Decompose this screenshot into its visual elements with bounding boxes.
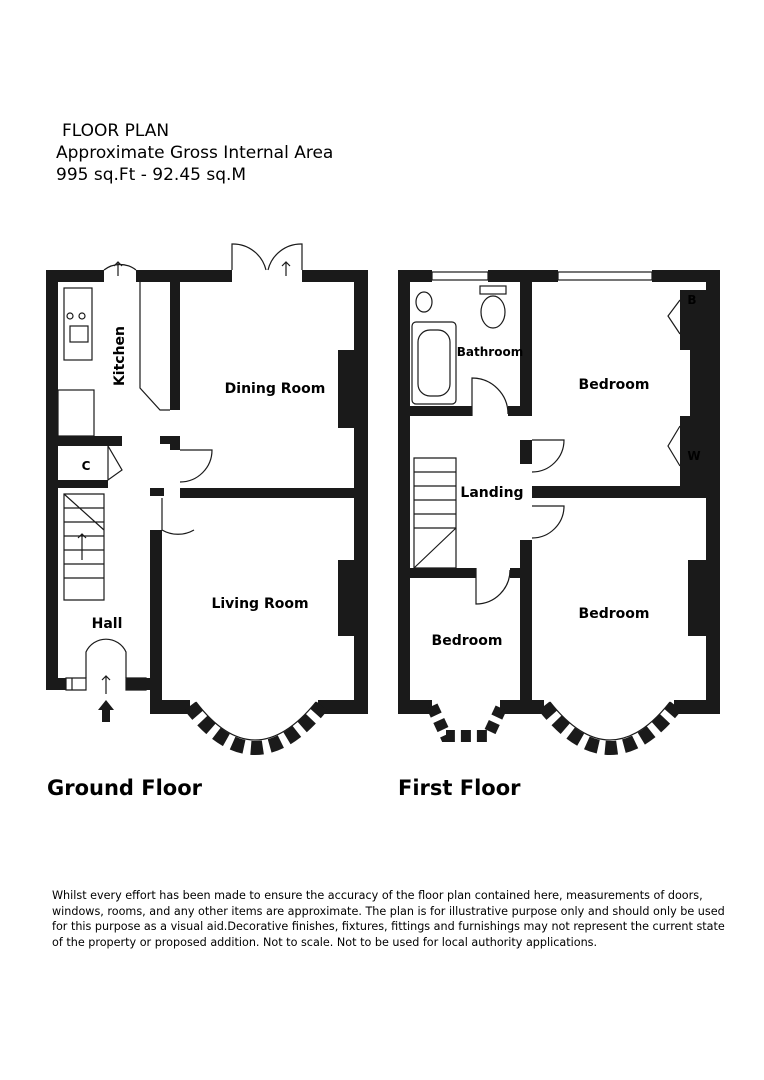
first-left-wall (398, 270, 410, 714)
rear-bedroom-door-swing (532, 440, 564, 472)
landing-bedroom-wall-b (520, 540, 532, 714)
kitchen-back-door-swing (104, 264, 136, 270)
room-label-wardrobe: W (687, 449, 701, 463)
dining-french-door-right (268, 244, 302, 270)
bathroom-bottom-wall (410, 406, 472, 416)
first-right-wall (706, 270, 720, 714)
plan-subtitle: Approximate Gross Internal Area (56, 143, 334, 163)
bedroom-divider-wall (532, 486, 706, 498)
front-wall-mid (500, 700, 544, 714)
kitchen-back-door-arrow-icon (114, 262, 122, 276)
room-label-hall: Hall (91, 616, 123, 632)
room-label-bedroom-rear: Bedroom (578, 377, 650, 393)
front-door-inner-arrow-icon (102, 676, 110, 694)
first-floor-plan (398, 270, 720, 748)
first-floor-label: First Floor (398, 776, 521, 800)
boiler-door (668, 300, 680, 334)
kitchen-dining-wall-cap (160, 436, 180, 444)
first-stairs (414, 458, 456, 568)
toilet-icon (481, 296, 505, 328)
room-label-bathroom: Bathroom (456, 345, 524, 359)
bath-inner-icon (418, 330, 450, 396)
room-label-dining: Dining Room (224, 381, 326, 397)
front-wall-left (46, 678, 66, 690)
hall-wall-top (150, 488, 164, 496)
sink-bowl-icon (70, 326, 88, 342)
front-door-swing (86, 639, 126, 678)
room-label-living: Living Room (211, 596, 309, 612)
living-door-swing (162, 498, 194, 534)
cupboard-bottom-wall (58, 480, 108, 488)
ground-floor-plan (46, 244, 368, 748)
plan-title: FLOOR PLAN (62, 121, 170, 141)
small-bedroom-top-wall-r (510, 568, 532, 578)
kitchen-worktop (140, 282, 170, 410)
kitchen-cupboard-wall (58, 436, 122, 446)
living-front-wall-left (150, 700, 190, 714)
kitchen-dining-wall (170, 282, 180, 410)
ground-top-wall-a (136, 270, 232, 282)
kitchen-sink-unit (64, 288, 92, 360)
bathroom-door-swing (472, 378, 508, 416)
ground-top-wall-kitchen (46, 270, 104, 282)
cupboard-door (108, 446, 122, 480)
kitchen-counter (58, 390, 94, 436)
plan-area: 995 sq.Ft - 92.45 sq.M (56, 165, 247, 185)
front-bedroom-bay-window (544, 706, 676, 748)
dining-chimney (338, 350, 354, 428)
small-bedroom-door-swing (476, 568, 510, 604)
sink-icon (67, 313, 73, 319)
landing-bedroom-wall-a (520, 440, 532, 464)
basin-icon (416, 292, 432, 312)
ground-floor-label: Ground Floor (47, 776, 203, 800)
small-bedroom-bay-window (432, 706, 502, 736)
first-stair-treads (414, 472, 456, 568)
living-chimney-recess (346, 582, 354, 614)
hob-icon (79, 313, 85, 319)
first-top-wall-a (398, 270, 432, 282)
ground-stairs (64, 494, 104, 600)
wardrobe-door (668, 426, 680, 466)
room-label-cupboard: C (81, 459, 91, 473)
french-door-arrow-icon (282, 262, 290, 276)
room-label-kitchen: Kitchen (112, 325, 128, 387)
disclaimer-text: Whilst every effort has been made to ensure the accuracy of the floor plan contained here, measurements of doors, windows, rooms, and any other items are approximate. The plan is for illustrative purpose only and should only be used for this purpose as a visual aid.Decorative finishes, fixtures, fittings and furnishings may not represent the current state of the property or proposed addition. Not to scale. Not to be used for local authority applications. (52, 889, 725, 949)
small-bedroom-top-wall (410, 568, 476, 578)
entrance-arrow-icon (98, 700, 114, 722)
room-label-bedroom-front: Bedroom (578, 606, 650, 622)
room-label-boiler: B (687, 293, 697, 307)
room-label-bedroom-small: Bedroom (431, 633, 503, 649)
stairs-up-arrow-icon (78, 534, 86, 560)
room-label-landing: Landing (460, 485, 524, 501)
dining-living-wall (180, 488, 354, 498)
bathroom-window (432, 272, 488, 280)
hall-living-wall (150, 530, 162, 714)
rear-chimney (690, 350, 706, 416)
toilet-cistern-icon (480, 286, 506, 294)
bedroom-rear-window (558, 272, 652, 280)
first-top-wall-b (488, 270, 558, 282)
dining-french-door-left (232, 244, 266, 270)
dining-door-swing (180, 450, 212, 482)
ground-right-wall (354, 270, 368, 714)
front-wall-r (674, 700, 720, 714)
small-front-wall-l (398, 700, 432, 714)
front-bedroom-door-swing (532, 506, 564, 538)
bathroom-bottom-wall-r (508, 406, 532, 416)
ground-left-wall (46, 270, 58, 690)
living-bay-window (190, 706, 322, 748)
front-chimney (688, 560, 706, 636)
